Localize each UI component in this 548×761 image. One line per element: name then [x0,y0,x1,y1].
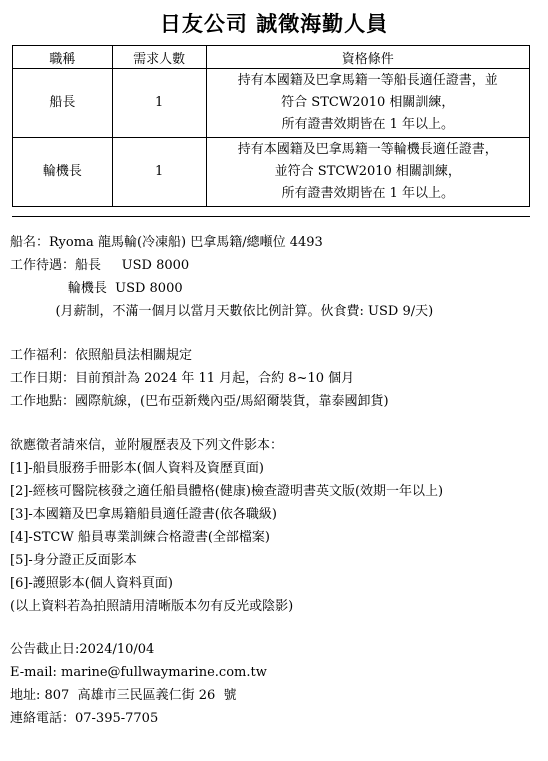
qualification-line: 持有本國籍及巴拿馬籍一等船長適任證書，並 [237,73,498,88]
contact-address: 地址: 807 高雄市三民區義仁街 26 號 [10,688,237,703]
position-qualifications [206,138,529,207]
position-title: 船長 [13,69,113,138]
qualification-line: 並符合 STCW2010 相關訓練， [274,164,461,179]
header-title: 職稱 [13,46,113,69]
section-divider [12,216,530,217]
position-count: 1 [112,138,206,207]
work-location: 工作地點：國際航線，(巴布亞新幾內亞/馬紹爾裝貨，靠泰國卸貨) [10,394,389,409]
salary-note: (月薪制，不滿一個月以當月天數依比例計算。伙食費: USD 9/天) [10,304,434,319]
contact-email[interactable]: E-mail: marine@fullwaymarine.com.tw [10,665,267,680]
table-header-row [13,46,530,69]
position-qualifications [206,69,529,138]
qualification-line: 所有證書效期皆在 1 年以上。 [281,117,455,132]
document-item: [4]-STCW 船員專業訓練合格證書(全部檔案) [10,530,270,545]
application-intro: 欲應徵者請來信，並附履歷表及下列文件影本： [10,438,284,453]
position-count: 1 [112,69,206,138]
work-welfare: 工作福利：依照船員法相關規定 [10,348,193,363]
position-title: 輪機長 [13,138,113,207]
requirements-table [12,45,530,207]
work-date: 工作日期：目前預計為 2024 年 11 月起，合約 8~10 個月 [10,371,355,386]
deadline: 公告截止日:2024/10/04 [10,642,155,657]
document-item: [3]-本國籍及巴拿馬籍船員適任證書(依各職級) [10,507,277,522]
qualification-line: 所有證書效期皆在 1 年以上。 [281,186,455,201]
page-title: 日友公司 誠徵海勤人員 [159,11,389,36]
document-item: [6]-護照影本(個人資料頁面) [10,576,173,591]
table-row [13,69,530,138]
document-item: [1]-船員服務手冊影本(個人資料及資歷頁面) [10,461,264,476]
document-item: [2]-經核可醫院核發之適任船員體格(健康)檢查證明書英文版(效期一年以上) [10,484,444,499]
table-row [13,138,530,207]
salary-engineer: 輪機長 USD 8000 [10,281,183,296]
document-note: (以上資料若為拍照請用清晰版本勿有反光或陰影) [10,599,294,614]
header-qualifications: 資格條件 [206,46,529,69]
qualification-line: 符合 STCW2010 相關訓練， [281,95,455,110]
document-item: [5]-身分證正反面影本 [10,553,137,568]
salary-captain: 工作待遇：船長 USD 8000 [10,258,190,273]
header-count: 需求人數 [112,46,206,69]
qualification-line: 持有本國籍及巴拿馬籍一等輪機長適任證書， [237,142,498,157]
contact-phone: 連絡電話：07-395-7705 [10,711,159,726]
ship-info: 船名：Ryoma 龍馬輪(冷凍船) 巴拿馬籍/總噸位 4493 [10,235,323,250]
